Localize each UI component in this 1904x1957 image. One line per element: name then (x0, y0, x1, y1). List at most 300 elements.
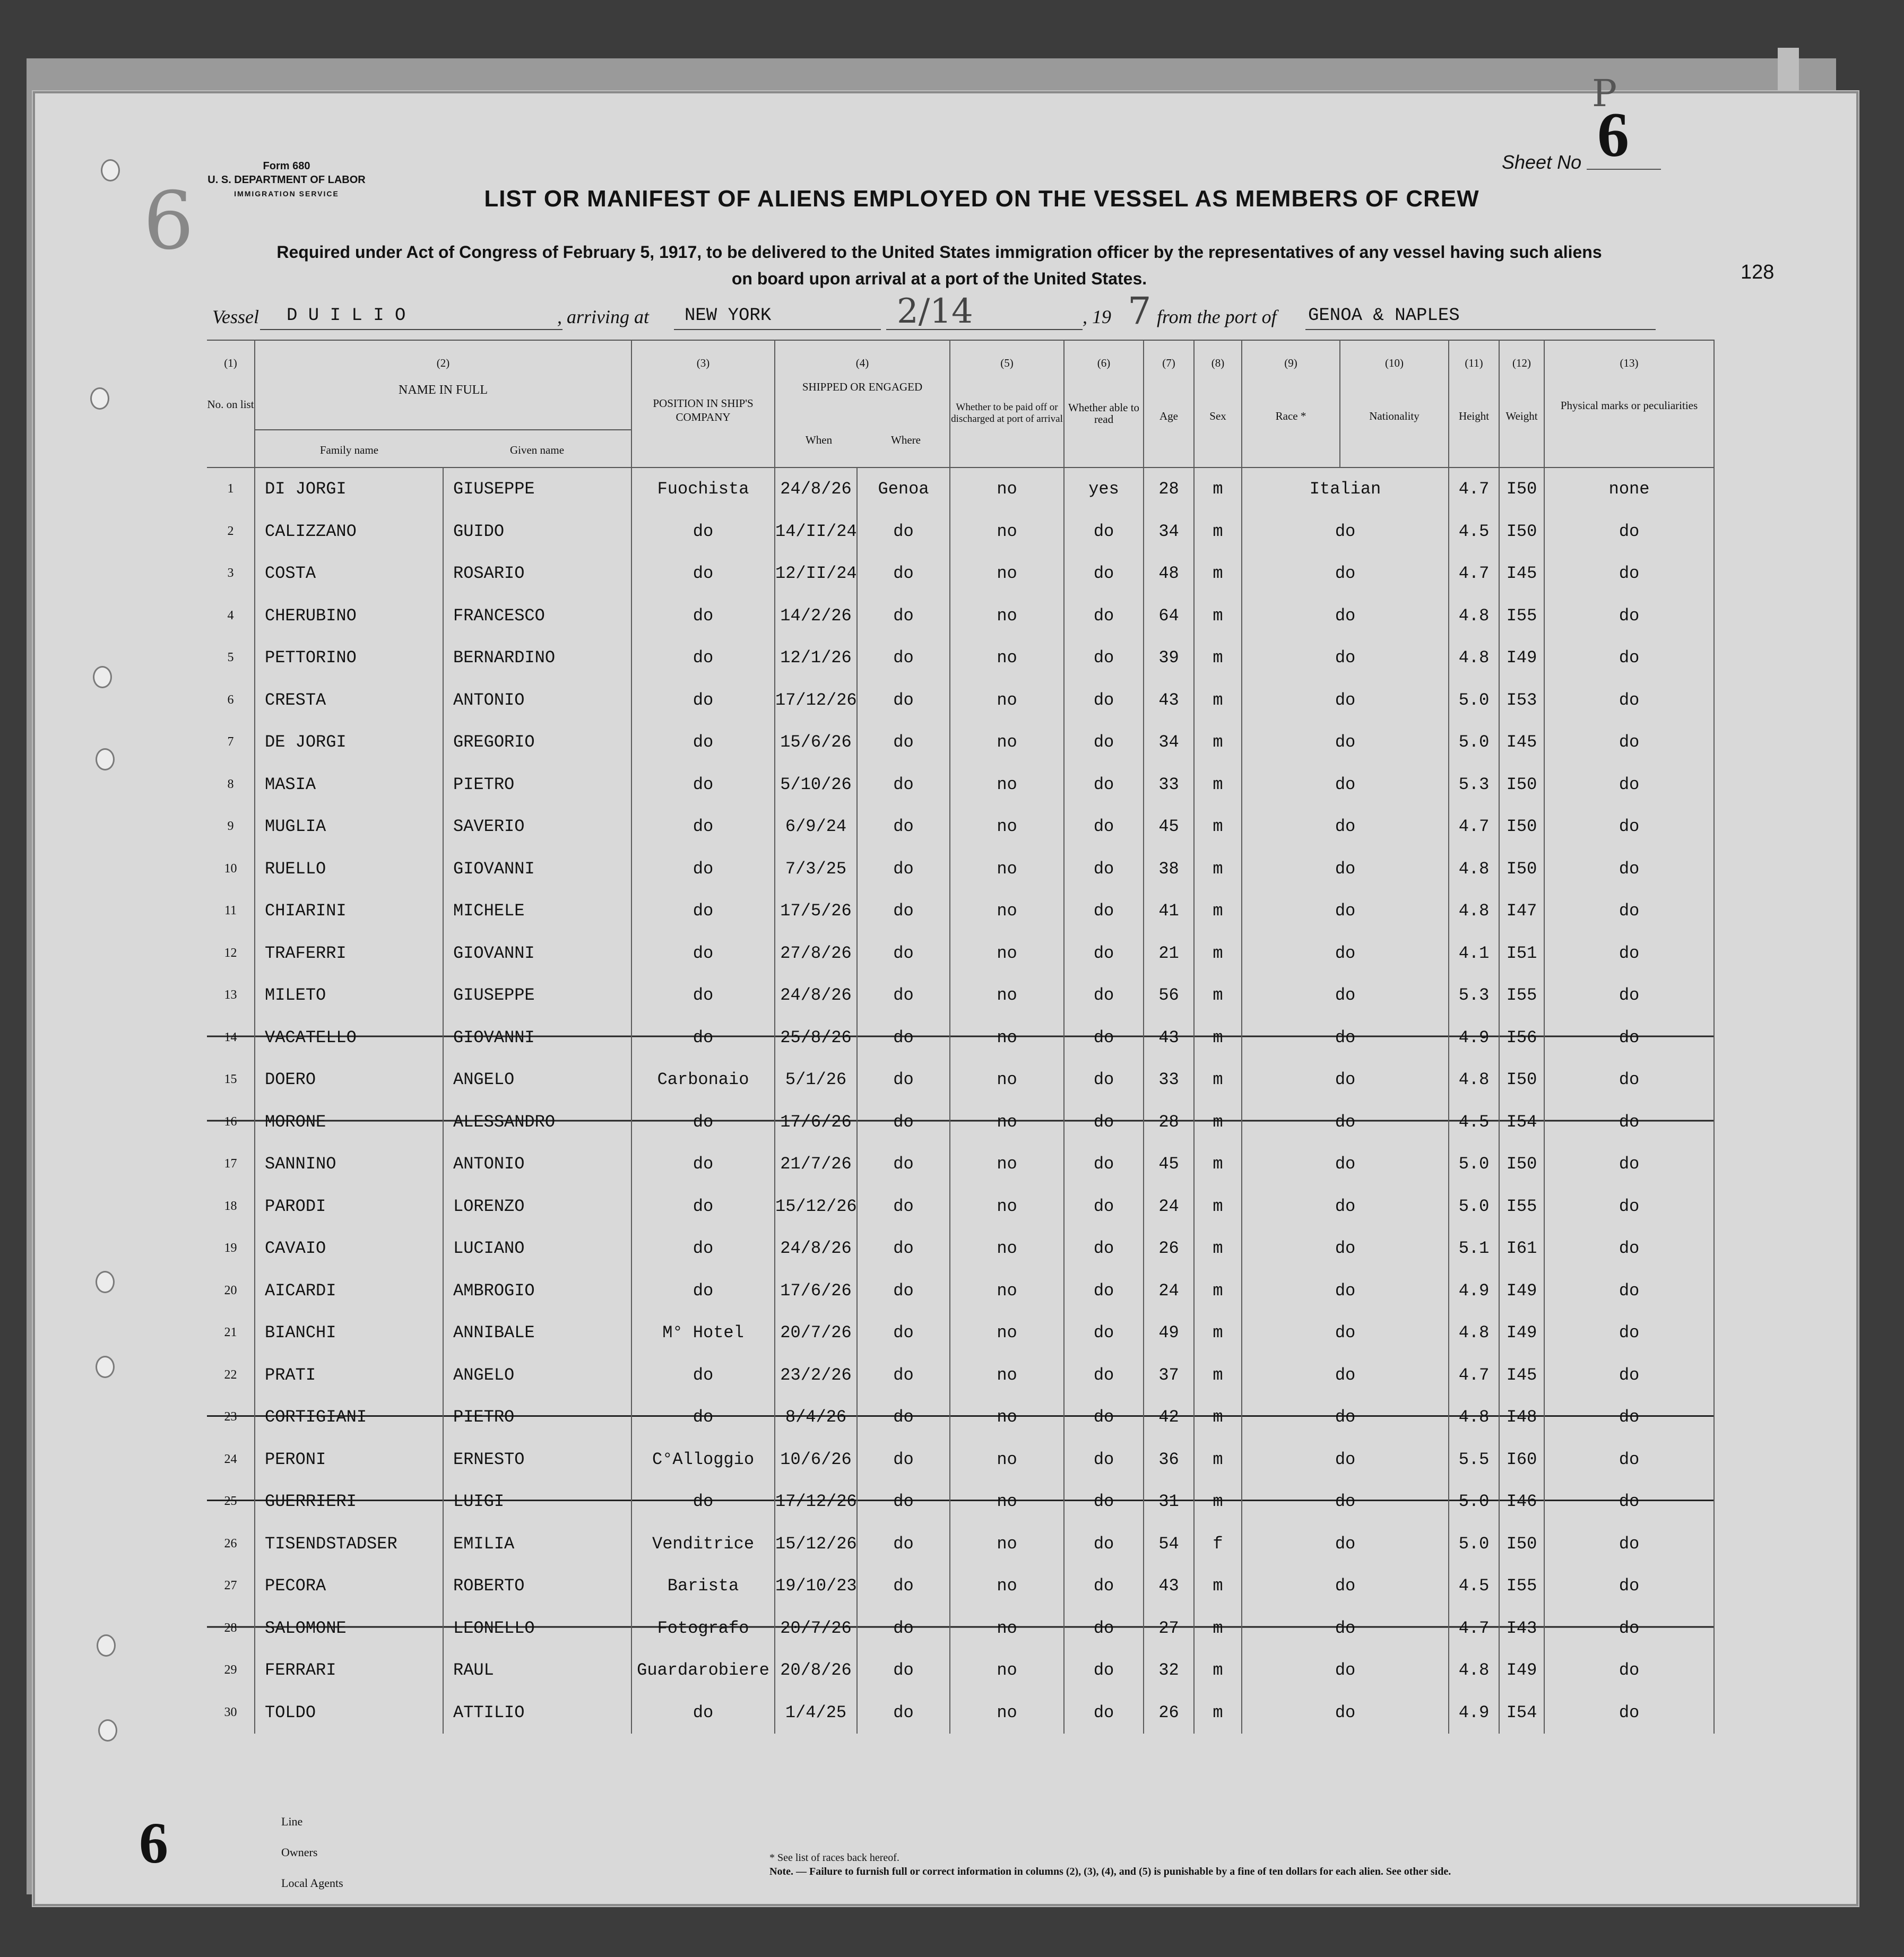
cell-given: GIOVANNI (443, 848, 631, 890)
cell-read: do (1064, 552, 1144, 595)
cell-paid: no (950, 1270, 1064, 1312)
cell-read: do (1064, 1101, 1144, 1144)
cell-read: do (1064, 679, 1144, 722)
cell-age: 41 (1144, 890, 1194, 932)
cell-paid: no (950, 637, 1064, 679)
cell-where: do (857, 1017, 950, 1059)
cell-marks: do (1544, 1354, 1714, 1397)
cell-paid: no (950, 764, 1064, 806)
cell-marks: none (1544, 467, 1714, 510)
cell-age: 26 (1144, 1227, 1194, 1270)
cell-race: do (1242, 552, 1449, 595)
cell-position: do (631, 510, 775, 553)
cell-position: do (631, 1227, 775, 1270)
crew-manifest-table (207, 340, 1715, 1734)
cell-paid: no (950, 721, 1064, 764)
cell-sex: m (1194, 1396, 1242, 1439)
cell-when: 20/8/26 (775, 1649, 857, 1692)
subtitle-line-2: on board upon arrival at a port of the United States. (731, 269, 1147, 288)
table-row (207, 679, 1714, 722)
cell-race: do (1242, 1227, 1449, 1270)
cell-paid: no (950, 1565, 1064, 1607)
cell-marks: do (1544, 595, 1714, 637)
cell-age: 39 (1144, 637, 1194, 679)
cell-position: do (631, 679, 775, 722)
cell-read: do (1064, 1607, 1144, 1650)
cell-family: CALIZZANO (255, 510, 443, 553)
cell-marks: do (1544, 721, 1714, 764)
cell-marks: do (1544, 1523, 1714, 1565)
cell-age: 43 (1144, 679, 1194, 722)
cell-no: 5 (227, 651, 234, 665)
cell-where: do (857, 721, 950, 764)
cell-given: ALESSANDRO (443, 1101, 631, 1144)
cell-when: 12/1/26 (775, 637, 857, 679)
cell-age: 38 (1144, 848, 1194, 890)
cell-marks: do (1544, 1059, 1714, 1101)
cell-given: ANNIBALE (443, 1312, 631, 1354)
subtitle (202, 239, 1677, 292)
vessel-name: D U I L I O (287, 306, 406, 326)
cell-read: do (1064, 510, 1144, 553)
cell-no: 20 (224, 1283, 237, 1297)
cell-paid: no (950, 1185, 1064, 1228)
cell-race: do (1242, 679, 1449, 722)
table-row (207, 1101, 1714, 1144)
cell-read: yes (1064, 467, 1144, 510)
cell-paid: no (950, 1480, 1064, 1523)
cell-age: 48 (1144, 552, 1194, 595)
cell-race: do (1242, 1185, 1449, 1228)
cell-position: do (631, 1017, 775, 1059)
table-row (207, 1312, 1714, 1354)
cell-sex: m (1194, 932, 1242, 975)
cell-given: SAVERIO (443, 806, 631, 848)
cell-height: 4.7 (1449, 806, 1499, 848)
cell-weight: I50 (1499, 1523, 1544, 1565)
cell-no: 6 (227, 692, 234, 707)
cell-age: 21 (1144, 932, 1194, 975)
cell-paid: no (950, 890, 1064, 932)
cell-position: Guardarobiere (631, 1649, 775, 1692)
table-row (207, 1607, 1714, 1650)
cell-read: do (1064, 1227, 1144, 1270)
cell-marks: do (1544, 1017, 1714, 1059)
punch-hole (90, 387, 109, 410)
cell-no: 8 (227, 777, 234, 791)
col-shipped-header: (4) SHIPPED OR ENGAGED When Where (775, 340, 950, 467)
cell-age: 54 (1144, 1523, 1194, 1565)
cell-height: 4.8 (1449, 637, 1499, 679)
cell-no: 13 (224, 988, 237, 1002)
table-row (207, 510, 1714, 553)
cell-position: Fotografo (631, 1607, 775, 1650)
arriving-label: , arriving at (557, 306, 650, 327)
cell-where: do (857, 932, 950, 975)
cell-weight: I49 (1499, 1312, 1544, 1354)
cell-family: PERONI (255, 1439, 443, 1481)
cell-height: 4.8 (1449, 595, 1499, 637)
cell-position: do (631, 721, 775, 764)
cell-sex: m (1194, 1227, 1242, 1270)
cell-where: do (857, 890, 950, 932)
cell-weight: I54 (1499, 1101, 1544, 1144)
punch-hole (96, 748, 115, 770)
cell-where: do (857, 1101, 950, 1144)
races-note: * See list of races back hereof. (769, 1852, 899, 1864)
cell-height: 5.0 (1449, 1480, 1499, 1523)
cell-paid: no (950, 806, 1064, 848)
cell-family: SANNINO (255, 1143, 443, 1185)
cell-race: do (1242, 806, 1449, 848)
cell-family: MASIA (255, 764, 443, 806)
cell-when: 1/4/25 (775, 1692, 857, 1734)
cell-when: 15/12/26 (775, 1185, 857, 1228)
col-position-header: (3) POSITION IN SHIP'S COMPANY (631, 340, 775, 467)
cell-no: 11 (224, 904, 237, 918)
cell-when: 8/4/26 (775, 1396, 857, 1439)
cell-where: do (857, 764, 950, 806)
rule (886, 329, 1083, 330)
cell-age: 33 (1144, 764, 1194, 806)
col-age-header: (7) Age (1144, 340, 1194, 467)
cell-sex: m (1194, 510, 1242, 553)
cell-family: SALOMONE (255, 1607, 443, 1650)
cell-when: 15/6/26 (775, 721, 857, 764)
cell-where: do (857, 848, 950, 890)
cell-race: do (1242, 764, 1449, 806)
cell-given: EMILIA (443, 1523, 631, 1565)
cell-where: do (857, 637, 950, 679)
cell-read: do (1064, 637, 1144, 679)
cell-race: do (1242, 1143, 1449, 1185)
cell-height: 4.9 (1449, 1270, 1499, 1312)
rule (1305, 329, 1656, 330)
cell-age: 27 (1144, 1607, 1194, 1650)
cell-marks: do (1544, 510, 1714, 553)
cell-given: ROBERTO (443, 1565, 631, 1607)
cell-sex: m (1194, 721, 1242, 764)
cell-race: do (1242, 1059, 1449, 1101)
punch-hole (96, 1356, 115, 1378)
table-row (207, 1523, 1714, 1565)
cell-marks: do (1544, 552, 1714, 595)
cell-no: 29 (224, 1663, 237, 1677)
cell-where: do (857, 1692, 950, 1734)
cell-where: do (857, 1523, 950, 1565)
cell-sex: m (1194, 1354, 1242, 1397)
cell-given: GIUSEPPE (443, 467, 631, 510)
cell-read: do (1064, 1649, 1144, 1692)
col-no-header: (1) No. on list (207, 357, 254, 411)
cell-given: PIETRO (443, 1396, 631, 1439)
cell-family: BIANCHI (255, 1312, 443, 1354)
cell-family: MORONE (255, 1101, 443, 1144)
cell-marks: do (1544, 1607, 1714, 1650)
department: U. S. DEPARTMENT OF LABOR (207, 174, 366, 186)
cell-race: do (1242, 1396, 1449, 1439)
cell-race: do (1242, 848, 1449, 890)
cell-no: 18 (224, 1199, 237, 1213)
cell-age: 24 (1144, 1270, 1194, 1312)
cell-paid: no (950, 1354, 1064, 1397)
cell-race: do (1242, 932, 1449, 975)
cell-paid: no (950, 1607, 1064, 1650)
cell-weight: I46 (1499, 1480, 1544, 1523)
col-race-header: (9) Race * (1242, 340, 1340, 467)
cell-marks: do (1544, 890, 1714, 932)
cell-paid: no (950, 1017, 1064, 1059)
cell-age: 49 (1144, 1312, 1194, 1354)
cell-when: 24/8/26 (775, 974, 857, 1017)
cell-sex: m (1194, 1607, 1242, 1650)
cell-weight: I49 (1499, 637, 1544, 679)
cell-no: 4 (227, 608, 234, 622)
cell-sex: m (1194, 679, 1242, 722)
handwritten-date: 2/14 (897, 292, 973, 331)
cell-when: 21/7/26 (775, 1143, 857, 1185)
cell-family: GUERRIERI (255, 1480, 443, 1523)
cell-weight: I50 (1499, 806, 1544, 848)
cell-height: 4.5 (1449, 1101, 1499, 1144)
year-prefix: , 19 (1083, 306, 1111, 327)
cell-given: MICHELE (443, 890, 631, 932)
cell-height: 4.8 (1449, 848, 1499, 890)
cell-marks: do (1544, 1692, 1714, 1734)
cell-height: 4.7 (1449, 467, 1499, 510)
cell-position: M° Hotel (631, 1312, 775, 1354)
cell-family: MUGLIA (255, 806, 443, 848)
cell-given: ANGELO (443, 1059, 631, 1101)
cell-where: do (857, 1607, 950, 1650)
cell-no: 12 (224, 946, 237, 960)
col-read-header: (6) Whether able to read (1064, 340, 1144, 467)
cell-height: 4.7 (1449, 552, 1499, 595)
cell-read: do (1064, 1017, 1144, 1059)
cell-marks: do (1544, 848, 1714, 890)
cell-where: do (857, 552, 950, 595)
cell-age: 42 (1144, 1396, 1194, 1439)
cell-read: do (1064, 764, 1144, 806)
cell-no: 16 (207, 1101, 255, 1144)
cell-marks: do (1544, 806, 1714, 848)
col-weight-header: (12) Weight (1499, 340, 1544, 467)
cell-when: 27/8/26 (775, 932, 857, 975)
cell-where: do (857, 974, 950, 1017)
cell-when: 5/1/26 (775, 1059, 857, 1101)
cell-given: LORENZO (443, 1185, 631, 1228)
cell-family: CRESTA (255, 679, 443, 722)
fine-note: Note. — Failure to furnish full or correct information in columns (2), (3), (4), and (5) is punishable by a fine of ten dollars for each alien. See other side. (769, 1866, 1451, 1877)
cell-race: do (1242, 595, 1449, 637)
cell-family: CHERUBINO (255, 595, 443, 637)
col-nationality-header: (10) Nationality (1340, 340, 1449, 467)
cell-when: 23/2/26 (775, 1354, 857, 1397)
cell-sex: m (1194, 1692, 1242, 1734)
cell-no: 22 (224, 1367, 237, 1382)
cell-paid: no (950, 1143, 1064, 1185)
table-row (207, 1396, 1714, 1439)
table-row (207, 1185, 1714, 1228)
cell-read: do (1064, 721, 1144, 764)
page-title: LIST OR MANIFEST OF ALIENS EMPLOYED ON THE VESSEL AS MEMBERS OF CREW (484, 186, 1479, 212)
cell-weight: I45 (1499, 552, 1544, 595)
cell-given: BERNARDINO (443, 637, 631, 679)
cell-family: AICARDI (255, 1270, 443, 1312)
crew-rows (207, 467, 1714, 1734)
cell-weight: I45 (1499, 721, 1544, 764)
cell-marks: do (1544, 1396, 1714, 1439)
cell-when: 17/12/26 (775, 679, 857, 722)
cell-position: do (631, 1354, 775, 1397)
cell-read: do (1064, 806, 1144, 848)
cell-marks: do (1544, 1480, 1714, 1523)
cell-height: 5.0 (1449, 721, 1499, 764)
cell-sex: m (1194, 467, 1242, 510)
table-row (207, 1649, 1714, 1692)
handwritten-six: 6 (143, 175, 194, 267)
cell-weight: I61 (1499, 1227, 1544, 1270)
cell-family: CHIARINI (255, 890, 443, 932)
family-name-header: Family name (319, 444, 379, 456)
cell-age: 34 (1144, 721, 1194, 764)
cell-height: 5.3 (1449, 974, 1499, 1017)
footer-six: 6 (139, 1811, 168, 1875)
given-name-header: Given name (509, 444, 565, 456)
cell-height: 4.8 (1449, 1312, 1499, 1354)
cell-paid: no (950, 679, 1064, 722)
sheet-number-line (1587, 169, 1661, 170)
cell-age: 45 (1144, 806, 1194, 848)
cell-age: 43 (1144, 1017, 1194, 1059)
cell-family: VACATELLO (255, 1017, 443, 1059)
cell-family: CAVAIO (255, 1227, 443, 1270)
cell-marks: do (1544, 764, 1714, 806)
cell-height: 5.3 (1449, 764, 1499, 806)
cell-age: 56 (1144, 974, 1194, 1017)
cell-position: Barista (631, 1565, 775, 1607)
cell-when: 17/6/26 (775, 1101, 857, 1144)
cell-height: 5.0 (1449, 679, 1499, 722)
cell-sex: m (1194, 890, 1242, 932)
cell-given: GIOVANNI (443, 932, 631, 975)
cell-race: do (1242, 1101, 1449, 1144)
cell-read: do (1064, 1480, 1144, 1523)
cell-given: ROSARIO (443, 552, 631, 595)
vessel-label: Vessel (212, 306, 259, 327)
cell-position: do (631, 637, 775, 679)
cell-weight: I43 (1499, 1607, 1544, 1650)
cell-where: do (857, 1649, 950, 1692)
cell-no: 3 (227, 566, 234, 581)
cell-sex: m (1194, 1017, 1242, 1059)
cell-marks: do (1544, 1185, 1714, 1228)
cell-position: do (631, 1396, 775, 1439)
cell-height: 5.0 (1449, 1185, 1499, 1228)
cell-paid: no (950, 510, 1064, 553)
cell-position: do (631, 848, 775, 890)
cell-when: 17/12/26 (775, 1480, 857, 1523)
cell-read: do (1064, 1692, 1144, 1734)
rule (260, 329, 562, 330)
cell-when: 6/9/24 (775, 806, 857, 848)
col-name-header: (2) NAME IN FULL Family name Given name (255, 340, 631, 467)
cell-no: 1 (227, 482, 234, 496)
cell-given: GUIDO (443, 510, 631, 553)
cell-sex: m (1194, 1059, 1242, 1101)
col-paid-header: (5) Whether to be paid off or discharged at port of arrival (950, 340, 1064, 467)
table-row (207, 721, 1714, 764)
cell-no: 2 (227, 524, 234, 538)
table-row (207, 1059, 1714, 1101)
cell-read: do (1064, 1565, 1144, 1607)
cell-marks: do (1544, 1101, 1714, 1144)
cell-race: do (1242, 1523, 1449, 1565)
cell-age: 28 (1144, 1101, 1194, 1144)
punch-hole (93, 666, 112, 688)
footer-owners-label: Owners (281, 1846, 318, 1859)
cell-where: do (857, 1565, 950, 1607)
cell-where: Genoa (857, 467, 950, 510)
cell-sex: m (1194, 848, 1242, 890)
table-row (207, 552, 1714, 595)
cell-weight: I45 (1499, 1354, 1544, 1397)
cell-sex: m (1194, 806, 1242, 848)
cell-weight: I49 (1499, 1270, 1544, 1312)
cell-sex: m (1194, 1312, 1242, 1354)
table-row (207, 1439, 1714, 1481)
header-row (207, 340, 1714, 467)
cell-paid: no (950, 1692, 1064, 1734)
table-row (207, 1565, 1714, 1607)
cell-when: 10/6/26 (775, 1439, 857, 1481)
cell-where: do (857, 1480, 950, 1523)
table-row (207, 1143, 1714, 1185)
cell-sex: m (1194, 764, 1242, 806)
cell-height: 5.0 (1449, 1143, 1499, 1185)
sheet-number: 6 (1597, 99, 1629, 170)
cell-race: do (1242, 1649, 1449, 1692)
service: IMMIGRATION SERVICE (234, 189, 339, 198)
cell-given: ANTONIO (443, 679, 631, 722)
cell-no: 17 (224, 1157, 237, 1171)
table-row (207, 890, 1714, 932)
cell-read: do (1064, 1270, 1144, 1312)
cell-paid: no (950, 595, 1064, 637)
cell-weight: I56 (1499, 1017, 1544, 1059)
sheet-label: Sheet No (1502, 151, 1582, 173)
cell-height: 5.0 (1449, 1523, 1499, 1565)
cell-no: 9 (227, 819, 234, 834)
cell-age: 37 (1144, 1354, 1194, 1397)
cell-weight: I54 (1499, 1692, 1544, 1734)
cell-family: TISENDSTADSER (255, 1523, 443, 1565)
cell-weight: I53 (1499, 679, 1544, 722)
cell-race: do (1242, 1439, 1449, 1481)
cell-marks: do (1544, 1439, 1714, 1481)
cell-age: 26 (1144, 1692, 1194, 1734)
cell-read: do (1064, 1396, 1144, 1439)
cell-given: LUIGI (443, 1480, 631, 1523)
cell-sex: m (1194, 1101, 1242, 1144)
from-label: from the port of (1157, 306, 1277, 327)
cell-marks: do (1544, 1270, 1714, 1312)
cell-when: 17/5/26 (775, 890, 857, 932)
table-row (207, 974, 1714, 1017)
cell-no: 26 (224, 1536, 237, 1551)
cell-where: do (857, 1439, 950, 1481)
rule (674, 329, 881, 330)
